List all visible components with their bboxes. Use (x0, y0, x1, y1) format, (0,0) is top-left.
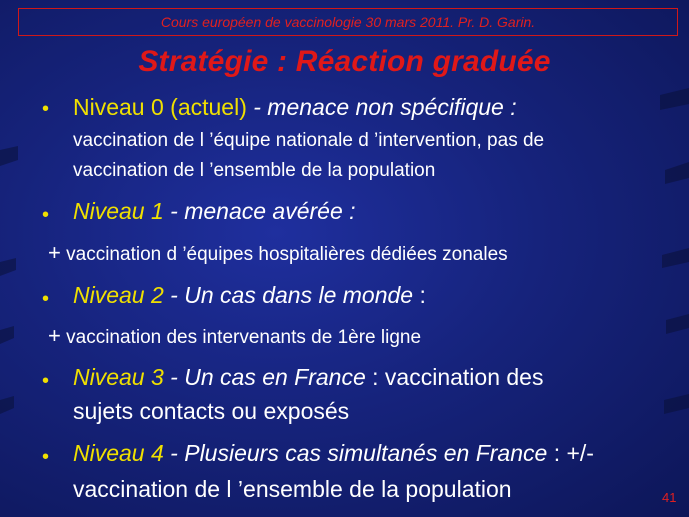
level-1-label: Niveau 1 (73, 198, 164, 224)
level-1-threat: - menace avérée : (170, 198, 356, 224)
slide-title: Stratégie : Réaction graduée (138, 45, 551, 78)
bullet-icon: • (42, 98, 50, 120)
level-2-dash: - (170, 282, 178, 308)
course-header (18, 8, 678, 36)
level-2-label: Niveau 2 (73, 282, 164, 308)
page-number: 41 (662, 490, 677, 505)
level-2-threat: Un cas dans le monde (184, 282, 414, 308)
level-2-detail: vaccination des intervenants de 1ère ligne (66, 327, 422, 348)
bullet-icon: • (42, 370, 50, 392)
level-0-label: Niveau 0 (actuel) (73, 94, 247, 120)
level-1-plus: + (48, 240, 61, 265)
level-1-detail: vaccination d ’équipes hospitalières dédiées zonales (66, 244, 508, 265)
level-4-detail-inline: : +/- (553, 440, 594, 466)
course-header-text: Cours européen de vaccinologie 30 mars 2011. Pr. D. Garin. (160, 14, 536, 30)
level-4-label: Niveau 4 (73, 440, 164, 466)
level-3-detail-inline: : vaccination des (372, 364, 544, 390)
level-4-dash: - (170, 440, 178, 466)
bullet-icon: • (42, 288, 50, 310)
level-3-label: Niveau 3 (73, 364, 164, 390)
level-3-dash: - (170, 364, 178, 390)
level-3-threat: Un cas en France (184, 364, 366, 390)
bullet-icon: • (42, 204, 50, 226)
level-2-plus: + (48, 323, 61, 348)
bullet-icon: • (42, 446, 50, 468)
level-4-threat: Plusieurs cas simultanés en France (184, 440, 548, 466)
level-0-detail-line2: vaccination de l ’ensemble de la population (73, 160, 436, 181)
level-3-detail-line2: sujets contacts ou exposés (73, 398, 350, 424)
level-4-detail-line2: vaccination de l ’ensemble de la population (73, 476, 512, 502)
level-0-detail-line1: vaccination de l ’équipe nationale d ’intervention, pas de (73, 130, 545, 151)
level-2-colon: : (419, 282, 426, 308)
level-0-threat: - menace non spécifique : (253, 94, 517, 120)
